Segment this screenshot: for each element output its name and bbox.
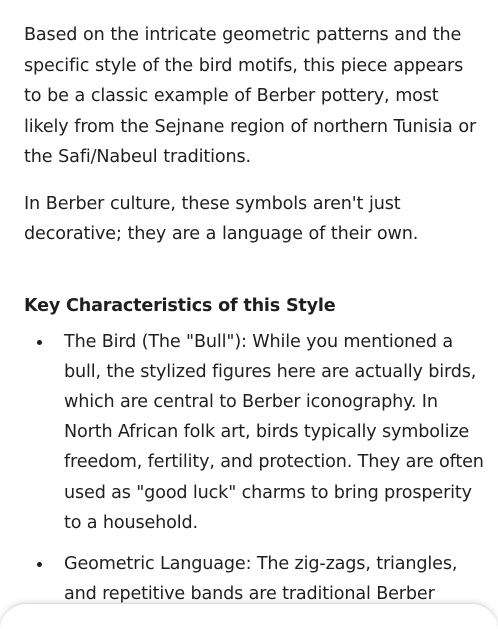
- bullet-dot-icon: [37, 562, 42, 567]
- list-item: [24, 549, 484, 609]
- list-item-text: The zig-zags, triangles, and repetitive bands are traditional Berber: [64, 553, 458, 605]
- list-item-lead: Geometric Language:: [64, 553, 252, 574]
- list-item: [24, 327, 484, 538]
- response-text: [24, 20, 484, 609]
- intro-paragraph-2: In Berber culture, these symbols aren't just decorative; they are a language of their own.: [24, 193, 419, 244]
- bullet-dot-icon: [37, 340, 42, 345]
- characteristics-list: [24, 327, 484, 610]
- section-heading: Key Characteristics of this Style: [24, 295, 336, 316]
- bottom-sheet[interactable]: [0, 604, 498, 629]
- list-item-text: While you mentioned a bull, the stylized figures here are actually birds, which are central to Berber iconography. In North African folk art, birds typically symbolize freedom, fertility, and protection. They are often used as "good luck" charms to bring prosperity to a household.: [64, 331, 484, 533]
- list-item-lead: The Bird (The "Bull"):: [64, 331, 247, 352]
- intro-paragraph-1: Based on the intricate geometric patterns and the specific style of the bird motifs, this piece appears to be a classic example of Berber pottery, most likely from the Sejnane region of northern Tunisia or the Safi/Nabeul traditions.: [24, 25, 477, 167]
